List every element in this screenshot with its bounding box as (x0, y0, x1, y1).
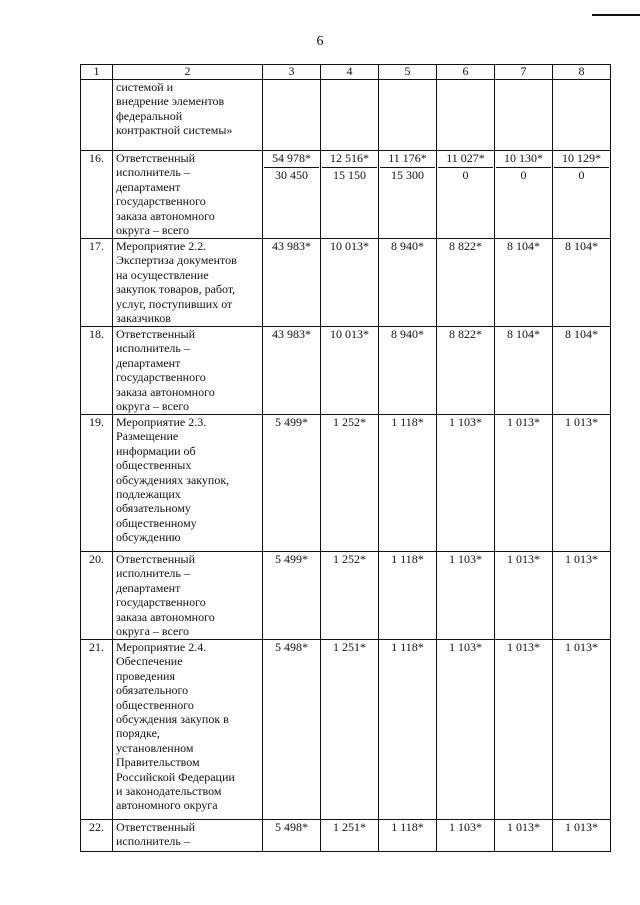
value-cell-col-5 (379, 552, 437, 640)
row-number: 20. (81, 552, 113, 640)
cell-value: 1 013* (507, 640, 540, 654)
cell-value: 1 252* (333, 415, 366, 429)
column-header-5: 5 (379, 65, 437, 80)
value-cell-col-4 (321, 640, 379, 820)
value-cell-col-7 (495, 80, 553, 151)
cell-value: 1 251* (333, 820, 366, 834)
value-cell-col-6 (437, 151, 495, 239)
column-header-7: 7 (495, 65, 553, 80)
table-row (81, 80, 611, 151)
value-cell-col-3 (263, 552, 321, 640)
value-cell-col-8 (553, 415, 611, 552)
value-cell-col-6 (437, 415, 495, 552)
value-cell-col-4 (321, 327, 379, 415)
table-row (81, 151, 611, 239)
row-number: 17. (81, 239, 113, 327)
table-row (81, 415, 611, 552)
cell-value-secondary: 30 450 (264, 167, 319, 182)
cell-value: 10 013* (330, 327, 369, 341)
cell-value-secondary: 15 150 (322, 167, 377, 182)
cell-value: 1 103* (449, 820, 482, 834)
value-cell-col-8 (553, 640, 611, 820)
value-cell-col-7 (495, 327, 553, 415)
value-cell-col-5 (379, 415, 437, 552)
cell-value: 11 176* (388, 151, 427, 165)
value-cell-col-5 (379, 327, 437, 415)
cell-value: 8 822* (449, 239, 482, 253)
cell-value: 1 013* (565, 640, 598, 654)
row-number: 16. (81, 151, 113, 239)
corner-mark (592, 0, 640, 16)
value-cell-col-8 (553, 80, 611, 151)
cell-value: 10 130* (504, 151, 543, 165)
cell-value: 1 118* (391, 415, 424, 429)
cell-value: 8 104* (507, 239, 540, 253)
table-row (81, 239, 611, 327)
cell-value: 1 251* (333, 640, 366, 654)
cell-value: 1 118* (391, 552, 424, 566)
value-cell-col-4 (321, 820, 379, 852)
value-cell-col-6 (437, 552, 495, 640)
cell-value-secondary: 0 (438, 167, 493, 182)
cell-value: 1 013* (507, 552, 540, 566)
row-description: системой и внедрение элементов федеральной контрактной системы» (113, 80, 263, 151)
value-cell-col-8 (553, 820, 611, 852)
cell-value-secondary: 0 (554, 167, 609, 182)
cell-value: 1 103* (449, 415, 482, 429)
value-cell-col-6 (437, 80, 495, 151)
row-number: 18. (81, 327, 113, 415)
value-cell-col-4 (321, 552, 379, 640)
row-description: Мероприятие 2.2. Экспертиза документов на осуществление закупок товаров, работ, услуг, поступивших от заказчиков (113, 239, 263, 327)
cell-value: 1 013* (565, 820, 598, 834)
cell-value-secondary: 0 (496, 167, 551, 182)
value-cell-col-7 (495, 640, 553, 820)
value-cell-col-7 (495, 820, 553, 852)
cell-value: 54 978* (272, 151, 311, 165)
cell-value: 8 104* (565, 239, 598, 253)
value-cell-col-4 (321, 151, 379, 239)
value-cell-col-3 (263, 640, 321, 820)
value-cell-col-5 (379, 820, 437, 852)
row-description: Ответственный исполнитель – департамент государственного заказа автономного округа – всего (113, 552, 263, 640)
value-cell-col-5 (379, 640, 437, 820)
value-cell-col-7 (495, 239, 553, 327)
row-description: Ответственный исполнитель – (113, 820, 263, 852)
column-header-6: 6 (437, 65, 495, 80)
budget-table (80, 64, 611, 852)
cell-value: 1 013* (507, 820, 540, 834)
value-cell-col-5 (379, 151, 437, 239)
cell-value: 1 013* (507, 415, 540, 429)
column-header-1: 1 (81, 65, 113, 80)
cell-value: 5 499* (275, 415, 308, 429)
value-cell-col-8 (553, 552, 611, 640)
value-cell-col-6 (437, 239, 495, 327)
cell-value: 10 013* (330, 239, 369, 253)
cell-value: 5 498* (275, 820, 308, 834)
cell-value: 8 940* (391, 327, 424, 341)
value-cell-col-3 (263, 415, 321, 552)
value-cell-col-3 (263, 80, 321, 151)
cell-value: 5 498* (275, 640, 308, 654)
table-row (81, 640, 611, 820)
row-number: 21. (81, 640, 113, 820)
column-header-2: 2 (113, 65, 263, 80)
cell-value: 8 104* (507, 327, 540, 341)
table-row (81, 552, 611, 640)
row-number (81, 80, 113, 151)
value-cell-col-5 (379, 80, 437, 151)
value-cell-col-5 (379, 239, 437, 327)
row-description: Ответственный исполнитель – департамент государственного заказа автономного округа – всего (113, 151, 263, 239)
row-number: 22. (81, 820, 113, 852)
cell-value: 1 013* (565, 552, 598, 566)
value-cell-col-7 (495, 151, 553, 239)
row-description: Мероприятие 2.4. Обеспечение проведения обязательного общественного обсуждения закупок в порядке, установленном Правительством Российской Федерации и законодательством автономного округа (113, 640, 263, 820)
value-cell-col-8 (553, 151, 611, 239)
value-cell-col-4 (321, 239, 379, 327)
cell-value: 1 118* (391, 820, 424, 834)
cell-value: 1 252* (333, 552, 366, 566)
cell-value: 1 118* (391, 640, 424, 654)
cell-value: 10 129* (562, 151, 601, 165)
value-cell-col-6 (437, 640, 495, 820)
cell-value: 8 940* (391, 239, 424, 253)
cell-value: 5 499* (275, 552, 308, 566)
value-cell-col-7 (495, 415, 553, 552)
column-header-3: 3 (263, 65, 321, 80)
value-cell-col-4 (321, 80, 379, 151)
cell-value: 43 983* (272, 239, 311, 253)
value-cell-col-3 (263, 151, 321, 239)
cell-value: 43 983* (272, 327, 311, 341)
cell-value: 1 103* (449, 640, 482, 654)
cell-value: 1 013* (565, 415, 598, 429)
value-cell-col-4 (321, 415, 379, 552)
value-cell-col-8 (553, 239, 611, 327)
column-header-4: 4 (321, 65, 379, 80)
cell-value: 12 516* (330, 151, 369, 165)
value-cell-col-3 (263, 820, 321, 852)
column-header-8: 8 (553, 65, 611, 80)
cell-value: 11 027* (446, 151, 485, 165)
table-body (81, 80, 611, 852)
cell-value: 8 104* (565, 327, 598, 341)
cell-value: 1 103* (449, 552, 482, 566)
cell-value-secondary: 15 300 (380, 167, 435, 182)
value-cell-col-6 (437, 327, 495, 415)
value-cell-col-6 (437, 820, 495, 852)
cell-value: 8 822* (449, 327, 482, 341)
row-number: 19. (81, 415, 113, 552)
page-number: 6 (316, 34, 324, 49)
row-description: Ответственный исполнитель – департамент государственного заказа автономного округа – всего (113, 327, 263, 415)
value-cell-col-7 (495, 552, 553, 640)
table-row (81, 820, 611, 852)
table-row (81, 327, 611, 415)
value-cell-col-3 (263, 327, 321, 415)
row-description: Мероприятие 2.3. Размещение информации об общественных обсуждениях закупок, подлежащих обязательному общественному обсуждению (113, 415, 263, 552)
value-cell-col-8 (553, 327, 611, 415)
table-header-row (81, 65, 611, 80)
value-cell-col-3 (263, 239, 321, 327)
